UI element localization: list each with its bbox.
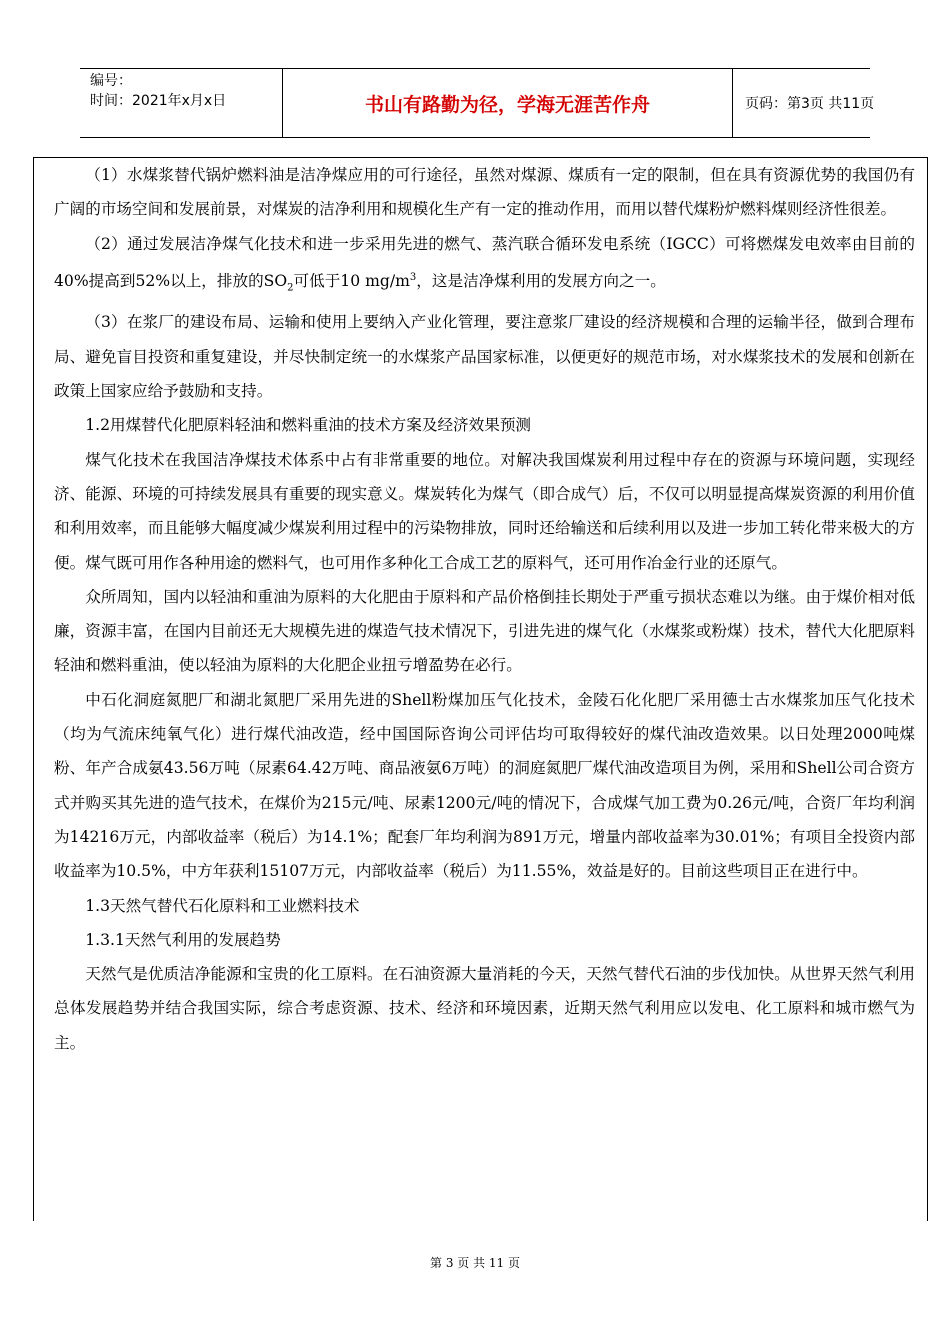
paragraph-3: （3）在浆厂的建设布局、运输和使用上要纳入产业化管理，要注意浆厂建设的经济规模和合理的运输半径，做到合理布局、避免盲目投资和重复建设，并尽快制定统一的水煤浆产品国家标准，以便更好的规范市场，对水煤浆技术的发展和创新在政策上国家应给予鼓励和支持。	[54, 313, 915, 401]
so2-subscript: 2	[287, 282, 294, 294]
document-number-label: 编号：	[90, 73, 132, 89]
section-heading-1-3-1: 1.3.1天然气利用的发展趋势	[85, 930, 281, 949]
paragraph-2-part-a: （2）通过发展洁净煤气化技术和进一步采用先进的燃气、蒸汽联合循环发电系统（IGCC）可将燃煤发电效率由目前的40%提高到52%以上，排放的SO	[54, 234, 915, 291]
paragraph-1: （1）水煤浆替代锅炉燃料油是洁净煤应用的可行途径，虽然对煤源、煤质有一定的限制，但在具有资源优势的我国仍有广阔的市场空间和发展前景，对煤炭的洁净利用和规模化生产有一定的推动作用，而用以替代煤粉炉燃料煤则经济性很差。	[54, 166, 915, 219]
document-body	[33, 157, 928, 1221]
page-footer: 第 3 页 共 11 页	[430, 1256, 520, 1270]
document-date: 时间：2021年x月x日	[90, 93, 227, 109]
section-heading-1-2: 1.2用煤替代化肥原料轻油和燃料重油的技术方案及经济效果预测	[85, 416, 532, 435]
header-page-info: 页码：第3页 共11页	[745, 96, 875, 112]
header-left-cell	[80, 69, 283, 137]
section-heading-1-3: 1.3天然气替代石化原料和工业燃料技术	[85, 896, 360, 915]
paragraph-2-part-b: 可低于10 mg/m	[293, 272, 410, 291]
paragraph-7: 天然气是优质洁净能源和宝贵的化工原料。在石油资源大量消耗的今天，天然气替代石油的步伐加快。从世界天然气利用总体发展趋势并结合我国实际，综合考虑资源、技术、经济和环境因素，近期天然气利用应以发电、化工原料和城市燃气为主。	[54, 965, 915, 1052]
paragraph-5: 众所周知，国内以轻油和重油为原料的大化肥由于原料和产品价格倒挂长期处于严重亏损状态难以为继。由于煤价相对低廉，资源丰富，在国内目前还无大规模先进的煤造气技术情况下，引进先进的煤气化（水煤浆或粉煤）技术，替代大化肥原料轻油和燃料重油，使以轻油为原料的大化肥企业扭亏增盈势在必行。	[54, 587, 915, 675]
paragraph-2	[54, 227, 915, 306]
paragraph-2-part-c: ，这是洁净煤利用的发展方向之一。	[416, 272, 666, 291]
paragraph-4: 煤气化技术在我国洁净煤技术体系中占有非常重要的地位。对解决我国煤炭利用过程中存在的资源与环境问题，实现经济、能源、环境的可持续发展具有重要的现实意义。煤炭转化为煤气（即合成气）后，不仅可以明显提高煤炭资源的利用价值和利用效率，而且能够大幅度减少煤炭利用过程中的污染物排放，同时还给输送和后续利用以及进一步加工转化带来极大的方便。煤气既可用作各种用途的燃料气，也可用作多种化工合成工艺的原料气，还可用作冶金行业的还原气。	[54, 450, 915, 572]
paragraph-6: 中石化洞庭氮肥厂和湖北氮肥厂采用先进的Shell粉煤加压气化技术，金陵石化化肥厂采用德士古水煤浆加压气化技术（均为气流床纯氧气化）进行煤代油改造，经中国国际咨询公司评估均可取得较好的煤代油改造效果。以日处理2000吨煤粉、年产合成氨43.56万吨（尿素64.42万吨、商品液氨6万吨）的洞庭氮肥厂煤代油改造项目为例，采用和Shell公司合资方式并购买其先进的造气技术，在煤价为215元/吨、尿素1200元/吨的情况下，合成煤气加工费为0.26元/吨，合资厂年均利润为14216万元，内部收益率（税后）为14.1%；配套厂年均利润为891万元，增量内部收益率为30.01%；有项目全投资内部收益率为10.5%，中方年获利15107万元，内部收益率（税后）为11.55%，效益是好的。目前这些项目正在进行中。	[54, 690, 915, 881]
header-motto: 书山有路勤为径，学海无涯苦作舟	[283, 69, 733, 137]
m3-superscript: 3	[409, 271, 417, 283]
page-header	[80, 68, 875, 138]
